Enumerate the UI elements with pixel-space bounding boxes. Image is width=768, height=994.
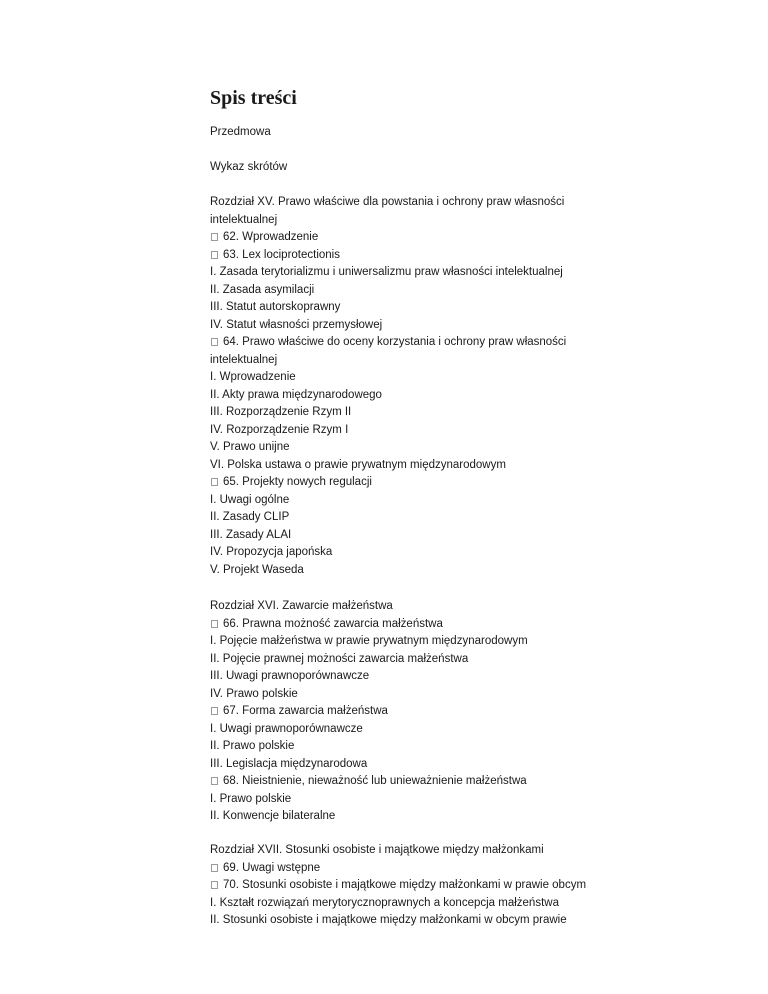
toc-entry-text: I. Prawo polskie: [210, 792, 292, 805]
intro-abbreviations: [210, 159, 590, 177]
toc-subsection-entry: [210, 895, 590, 913]
toc-entry-text: III. Statut autorskoprawny: [210, 301, 341, 313]
toc-subsection-entry: [210, 457, 590, 475]
toc-entry-text: 63. Lex lociprotectionis: [223, 248, 340, 261]
toc-subsection-entry: [210, 317, 590, 335]
square-bullet-icon: [211, 864, 218, 872]
toc-entry-text: II. Zasady CLIP: [210, 511, 290, 523]
toc-subsection-entry: [210, 509, 590, 527]
intro-preface: [210, 124, 590, 142]
toc-section-entry: [210, 616, 590, 634]
toc-entry-preface: Przedmowa: [210, 126, 271, 138]
square-bullet-icon: [211, 233, 218, 241]
square-bullet-icon: [211, 777, 218, 785]
toc-section-entry: [210, 247, 590, 265]
toc-subsection-entry: [210, 282, 590, 300]
toc-subsection-entry: [210, 651, 590, 669]
toc-entry-text: I. Wprowadzenie: [210, 371, 296, 383]
page-title: Spis treści: [210, 87, 297, 109]
toc-entry-text: II. Konwencje bilateralne: [210, 810, 336, 822]
toc-entry-text: 65. Projekty nowych regulacji: [223, 476, 372, 488]
toc-entry-abbreviations: Wykaz skrótów: [210, 161, 288, 173]
toc-entry-text: 70. Stosunki osobiste i majątkowe między małżonkami w prawie obcym: [223, 879, 587, 891]
toc-entry-text: IV. Statut własności przemysłowej: [210, 318, 383, 331]
toc-entry-text: III. Legislacja międzynarodowa: [210, 757, 368, 770]
chapter-heading: Rozdział XVII. Stosunki osobiste i majątkowe między małżonkami: [210, 844, 544, 856]
square-bullet-icon: [211, 620, 218, 628]
toc-section-entry: [210, 860, 590, 878]
toc-entry-text: V. Projekt Waseda: [210, 563, 304, 576]
toc-subsection-entry: [210, 422, 590, 440]
toc-entry-text: III. Uwagi prawnoporównawcze: [210, 670, 370, 682]
toc-subsection-entry: [210, 756, 590, 774]
square-bullet-icon: [211, 478, 218, 486]
toc-entry-text: V. Prawo unijne: [210, 441, 290, 453]
toc-subsection-entry: [210, 527, 590, 545]
toc-subsection-entry: [210, 387, 590, 405]
chapter-heading: Rozdział XV. Prawo właściwe dla powstania i ochrony praw własności intelektualnej: [210, 196, 565, 226]
toc-subsection-entry: [210, 912, 590, 930]
toc-section-entry: [210, 334, 590, 369]
toc-subsection-entry: [210, 264, 590, 282]
toc-entry-text: 68. Nieistnienie, nieważność lub unieważnienie małżeństwa: [223, 775, 527, 787]
toc-section-entry: [210, 877, 590, 895]
toc-entry-text: I. Pojęcie małżeństwa w prawie prywatnym międzynarodowym: [210, 635, 528, 647]
square-bullet-icon: [211, 338, 218, 346]
chapter-xv: [210, 194, 590, 579]
toc-entry-text: VI. Polska ustawa o prawie prywatnym międzynarodowym: [210, 458, 506, 471]
toc-entry-text: IV. Propozycja japońska: [210, 546, 333, 558]
toc-subsection-entry: [210, 544, 590, 562]
chapter-xvii: [210, 842, 590, 930]
toc-entry-text: 66. Prawna możność zawarcia małżeństwa: [223, 617, 443, 630]
toc-entry-text: I. Zasada terytorializmu i uniwersalizmu praw własności intelektualnej: [210, 266, 563, 278]
toc-entry-text: II. Prawo polskie: [210, 740, 295, 752]
toc-subsection-entry: [210, 668, 590, 686]
chapter-heading: Rozdział XVI. Zawarcie małżeństwa: [210, 600, 393, 612]
toc-entry-text: IV. Rozporządzenie Rzym I: [210, 423, 349, 436]
toc-subsection-entry: [210, 738, 590, 756]
toc-entry-text: III. Zasady ALAI: [210, 528, 292, 541]
toc-subsection-entry: [210, 439, 590, 457]
toc-entry-text: III. Rozporządzenie Rzym II: [210, 406, 352, 418]
toc-entry-text: I. Uwagi prawnoporównawcze: [210, 722, 363, 735]
toc-subsection-entry: [210, 791, 590, 809]
toc-subsection-entry: [210, 369, 590, 387]
toc-section-entry: [210, 474, 590, 492]
toc-entry-text: II. Pojęcie prawnej możności zawarcia małżeństwa: [210, 652, 469, 665]
chapter-xvi: [210, 598, 590, 826]
toc-subsection-entry: [210, 562, 590, 580]
toc-entry-text: I. Uwagi ogólne: [210, 493, 290, 506]
toc-section-entry: [210, 229, 590, 247]
toc-section-entry: [210, 703, 590, 721]
toc-entry-text: II. Stosunki osobiste i majątkowe między małżonkami w obcym prawie: [210, 914, 567, 926]
toc-entry-text: II. Akty prawa międzynarodowego: [210, 388, 382, 401]
toc-entry-text: IV. Prawo polskie: [210, 687, 298, 700]
toc-subsection-entry: [210, 808, 590, 826]
toc-entry-text: 69. Uwagi wstępne: [223, 861, 321, 874]
toc-entry-text: 62. Wprowadzenie: [223, 231, 319, 243]
toc-subsection-entry: [210, 404, 590, 422]
toc-subsection-entry: [210, 721, 590, 739]
toc-subsection-entry: [210, 633, 590, 651]
toc-subsection-entry: [210, 299, 590, 317]
toc-subsection-entry: [210, 686, 590, 704]
square-bullet-icon: [211, 251, 218, 259]
toc-section-entry: [210, 773, 590, 791]
toc-entry-text: II. Zasada asymilacji: [210, 283, 315, 296]
toc-entry-text: I. Kształt rozwiązań merytorycznoprawnych a koncepcja małżeństwa: [210, 896, 559, 909]
square-bullet-icon: [211, 707, 218, 715]
toc-entry-text: 64. Prawo właściwe do oceny korzystania i ochrony praw własności intelektualnej: [210, 336, 567, 366]
toc-entry-text: 67. Forma zawarcia małżeństwa: [223, 705, 388, 717]
square-bullet-icon: [211, 881, 218, 889]
toc-subsection-entry: [210, 492, 590, 510]
